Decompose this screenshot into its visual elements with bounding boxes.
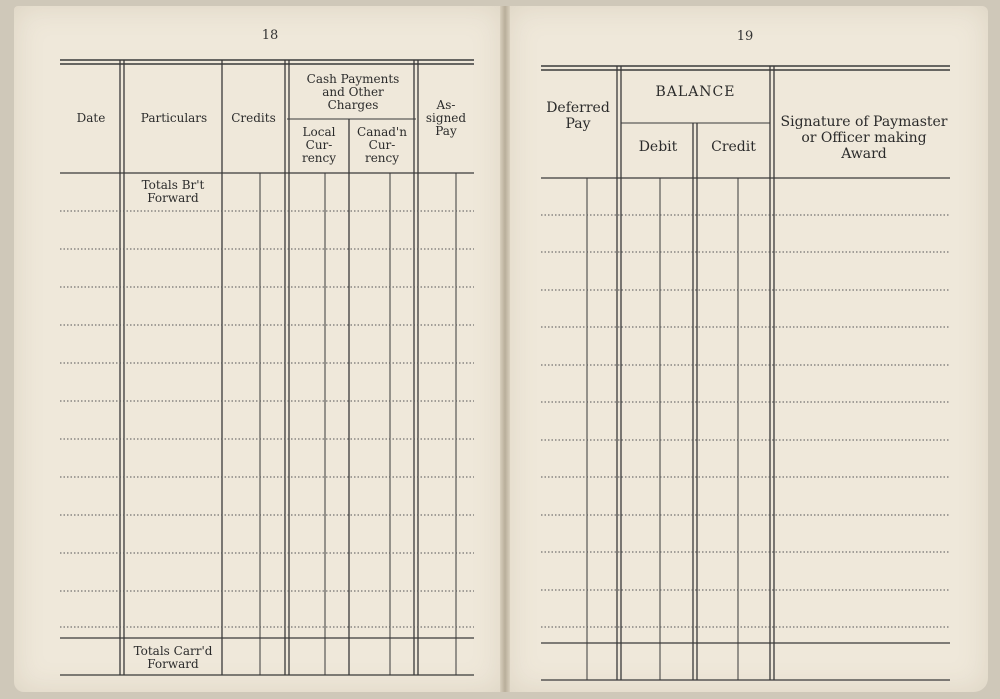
header-deferred-pay: Deferred Pay — [546, 100, 610, 132]
header-credit: Credit — [711, 139, 756, 155]
header-canadn-currency: Canad'n Cur-rency — [357, 125, 407, 165]
right-page-number: 19 — [736, 29, 754, 44]
header-cash-payments: Cash Payments and Other Charges — [306, 72, 400, 112]
header-balance: BALANCE — [655, 84, 736, 100]
header-date: Date — [76, 111, 106, 125]
header-assigned-pay: As-signed Pay — [425, 98, 467, 138]
totals-brought-forward: Totals Br't Forward — [141, 178, 205, 205]
header-debit: Debit — [638, 139, 678, 155]
header-credits: Credits — [231, 111, 276, 125]
header-particulars: Particulars — [140, 111, 208, 125]
left-page-number: 18 — [261, 28, 279, 43]
header-signature: Signature of Paymaster or Officer making Award — [780, 114, 948, 162]
totals-carried-forward: Totals Carr'd Forward — [133, 644, 213, 671]
header-local-currency: Local Cur-rency — [301, 125, 337, 165]
